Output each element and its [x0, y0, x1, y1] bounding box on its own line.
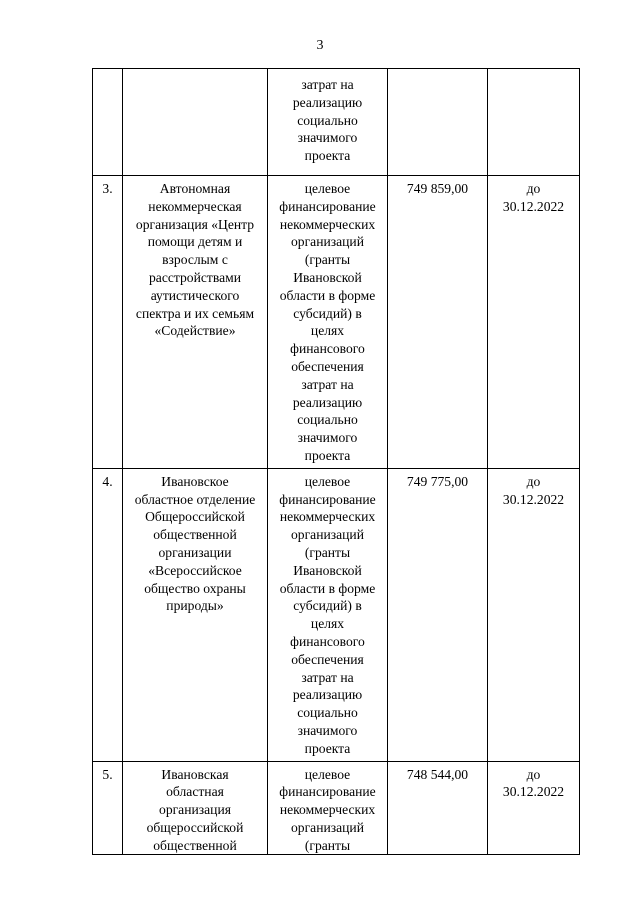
table-row — [93, 468, 580, 761]
table-row — [93, 69, 580, 176]
row-number-cell: 3. — [93, 176, 123, 469]
deadline-cell: до 30.12.2022 — [488, 761, 580, 855]
purpose-cell: целевое финансирование некоммерческих организаций (гранты Ивановской области в форме субсидий) в целях финансового обеспечения затрат на реализацию социально значимого проекта — [268, 176, 388, 469]
table-row — [93, 761, 580, 855]
organization-cell: Ивановское областное отделение Общероссийской общественной организации «Всероссийское общество охраны природы» — [123, 468, 268, 761]
deadline-cell: до 30.12.2022 — [488, 468, 580, 761]
amount-cell: 748 544,00 — [388, 761, 488, 855]
table-row — [93, 176, 580, 469]
purpose-cell: целевое финансирование некоммерческих организаций (гранты — [268, 761, 388, 855]
amount-cell — [388, 69, 488, 176]
organization-cell — [123, 69, 268, 176]
row-number-cell: 4. — [93, 468, 123, 761]
purpose-cell: затрат на реализацию социально значимого проекта — [268, 69, 388, 176]
amount-cell: 749 859,00 — [388, 176, 488, 469]
purpose-cell: целевое финансирование некоммерческих организаций (гранты Ивановской области в форме субсидий) в целях финансового обеспечения затрат на реализацию социально значимого проекта — [268, 468, 388, 761]
page-number: 3 — [316, 38, 324, 53]
row-number-cell — [93, 69, 123, 176]
row-number-cell: 5. — [93, 761, 123, 855]
organization-cell: Ивановская областная организация общероссийской общественной — [123, 761, 268, 855]
organization-cell: Автономная некоммерческая организация «Центр помощи детям и взрослым с расстройствами аутистического спектра и их семьям «Содействие» — [123, 176, 268, 469]
deadline-cell — [488, 69, 580, 176]
deadline-cell: до 30.12.2022 — [488, 176, 580, 469]
grants-table — [92, 68, 580, 855]
amount-cell: 749 775,00 — [388, 468, 488, 761]
